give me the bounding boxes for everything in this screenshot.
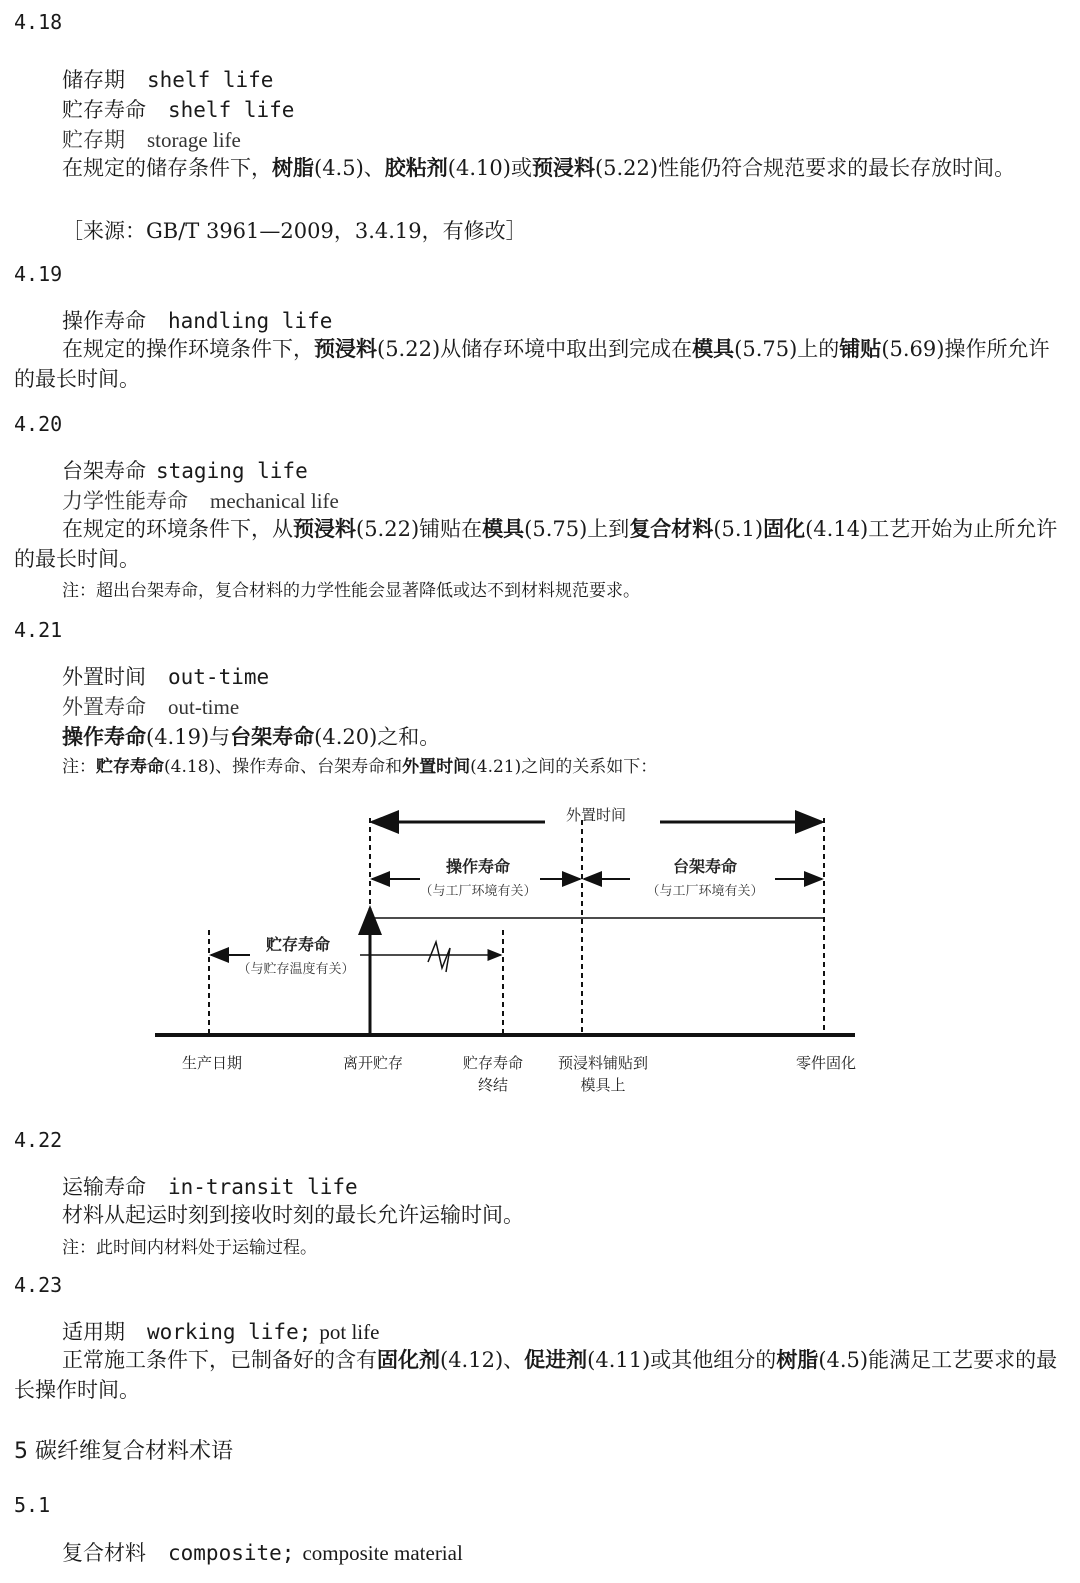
term-ref: 外置时间 (402, 757, 471, 777)
term-ref: 胶粘剂 (384, 155, 448, 180)
handling-sub: （与工厂环境有关） (419, 884, 537, 899)
timeline-diagram (0, 790, 1080, 1110)
term-en: composite; (168, 1541, 295, 1565)
text: (4.5)、 (314, 156, 385, 180)
staging-label: 台架寿命 (672, 857, 738, 876)
definition (62, 721, 440, 751)
axis-label-leave: 离开贮存 (342, 1054, 404, 1072)
axis-label-layup: 预浸料铺贴到 (557, 1054, 649, 1072)
definition: 材料从起运时刻到接收时刻的最长允许运输时间。 (62, 1203, 524, 1227)
term-line (62, 64, 273, 94)
term-line (62, 455, 308, 485)
clause-number: 4.23 (14, 1273, 63, 1297)
storage-sub: （与贮存温度有关） (237, 962, 355, 977)
term-zh: 贮存寿命 (62, 98, 146, 122)
term-ref: 树脂 (272, 155, 314, 180)
text: (5.69)操作所允许的最长时间。 (14, 337, 1050, 391)
note: 注：此时间内材料处于运输过程。 (62, 1238, 317, 1258)
term-line (62, 305, 332, 335)
text: (5.75)上到 (524, 517, 630, 541)
outtime-label: 外置时间 (565, 806, 627, 824)
text: (5.22)性能仍符合规范要求的最长存放时间。 (594, 156, 1016, 180)
term-ref: 复合材料 (629, 516, 714, 541)
clause-number: 4.20 (14, 412, 63, 436)
term-line (62, 1537, 463, 1567)
text: (4.19)与 (146, 725, 231, 749)
text: 正常施工条件下，已制备好的含有 (62, 1348, 377, 1372)
term-ref: 促进剂 (524, 1347, 588, 1372)
definition (14, 153, 1066, 183)
text: (4.18)、操作寿命、台架寿命和 (164, 757, 403, 777)
term-line-alt (62, 124, 241, 154)
term-en: mechanical life (210, 489, 339, 513)
term-line (62, 94, 294, 124)
term-ref: 固化剂 (377, 1347, 440, 1372)
term-en: staging life (156, 459, 308, 483)
text: (5.75)上的 (734, 337, 840, 361)
term-ref: 固化 (763, 516, 806, 541)
text: (5.22)铺贴在 (356, 517, 483, 541)
definition (14, 334, 1066, 394)
text: (4.11)或其他组分的 (587, 1348, 777, 1372)
term-ref: 预浸料 (293, 516, 356, 541)
term-ref: 预浸料 (531, 155, 595, 180)
text: 在规定的操作环境条件下， (62, 337, 314, 361)
term-ref: 预浸料 (314, 336, 377, 361)
text: (5.22)从储存环境中取出到完成在 (377, 337, 693, 361)
term-zh: 台架寿命 (62, 459, 146, 483)
term-zh: 复合材料 (62, 1541, 146, 1565)
term-line-alt (62, 691, 239, 721)
text: (4.12)、 (440, 1348, 525, 1372)
term-ref: 模具 (482, 516, 525, 541)
note: 注：超出台架寿命，复合材料的力学性能会显著降低或达不到材料规范要求。 (62, 581, 640, 601)
storage-label: 贮存寿命 (265, 935, 331, 954)
text: 在规定的环境条件下，从 (62, 517, 293, 541)
term-ref: 树脂 (776, 1347, 819, 1372)
text: (5.1) (713, 517, 764, 541)
term-line (62, 661, 269, 691)
text: (4.5)能满足工艺要求的最长操作时间。 (14, 1348, 1058, 1402)
term-en: storage life (147, 128, 241, 152)
staging-sub: （与工厂环境有关） (646, 884, 764, 899)
term-zh: 贮存期 (62, 128, 125, 152)
clause-number: 4.22 (14, 1128, 63, 1152)
term-en: shelf life (147, 68, 274, 92)
text: (4.14)工艺开始为止所允许的最长时间。 (14, 517, 1058, 571)
text: (4.10)或 (447, 156, 532, 180)
text: 在规定的储存条件下， (62, 156, 272, 180)
text: (4.20)之和。 (314, 725, 441, 749)
term-zh: 运输寿命 (62, 1175, 146, 1199)
term-ref: 模具 (692, 336, 735, 361)
break-symbol (428, 942, 450, 972)
term-zh: 储存期 (62, 68, 125, 92)
term-en: in-transit life (168, 1175, 358, 1199)
term-line (62, 1171, 358, 1201)
term-en: out-time (168, 695, 240, 719)
clause-number: 4.18 (14, 10, 63, 34)
term-en-alt: composite material (302, 1541, 463, 1565)
term-ref: 台架寿命 (230, 724, 315, 749)
axis-label-end-2: 终结 (477, 1076, 509, 1094)
term-zh: 操作寿命 (62, 309, 146, 333)
term-ref: 贮存寿命 (96, 757, 164, 777)
definition (14, 1345, 1066, 1405)
axis-label-cure: 零件固化 (795, 1054, 857, 1072)
note (62, 752, 657, 777)
term-en-alt: pot life (319, 1320, 380, 1344)
term-zh: 力学性能寿命 (62, 489, 188, 513)
term-line (62, 1316, 379, 1346)
clause-number: 4.19 (14, 262, 63, 286)
term-zh: 外置时间 (62, 665, 146, 689)
term-ref: 操作寿命 (62, 724, 146, 749)
term-en: working life; (147, 1320, 312, 1344)
axis-label-layup-2: 模具上 (580, 1076, 626, 1094)
clause-number: 5.1 (14, 1493, 51, 1517)
axis-label-production: 生产日期 (181, 1054, 243, 1072)
term-line-alt (62, 485, 339, 515)
section-heading: 5 碳纤维复合材料术语 (14, 1439, 233, 1464)
definition (14, 514, 1066, 574)
term-zh: 适用期 (62, 1320, 125, 1344)
axis-label-end: 贮存寿命 (462, 1054, 524, 1072)
term-en: shelf life (168, 98, 295, 122)
term-en: handling life (168, 309, 333, 333)
clause-number: 4.21 (14, 618, 63, 642)
text: 注： (62, 757, 96, 777)
text: (4.21)之间的关系如下： (470, 757, 658, 777)
handling-label: 操作寿命 (445, 857, 511, 876)
source-note: ［来源：GB/T 3961—2009，3.4.19，有修改］ (62, 219, 527, 243)
term-ref: 铺贴 (839, 336, 882, 361)
term-en: out-time (168, 665, 270, 689)
term-zh: 外置寿命 (62, 695, 146, 719)
